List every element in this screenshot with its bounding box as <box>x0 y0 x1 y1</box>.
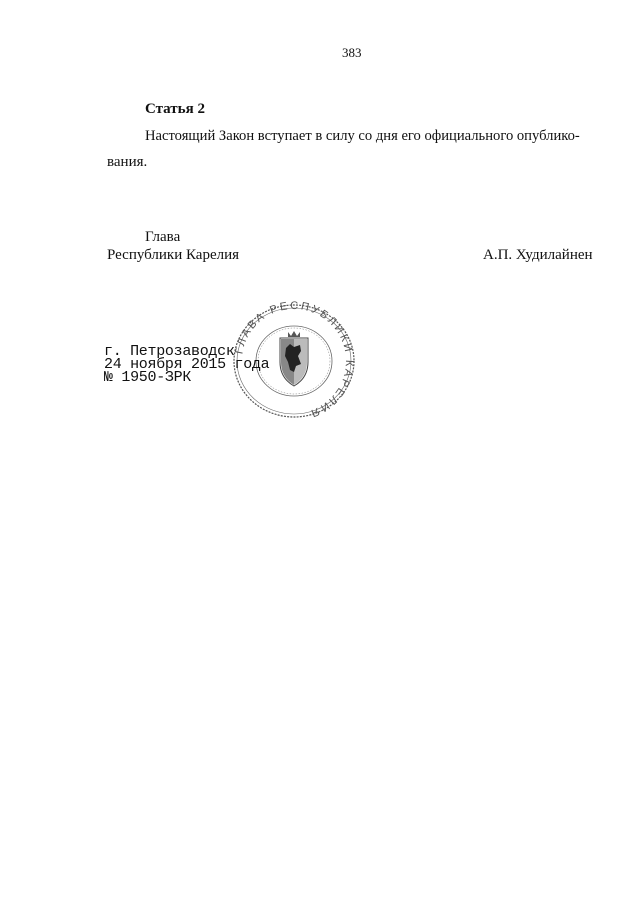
coat-of-arms-icon <box>280 331 308 386</box>
enactment-date: 24 ноября 2015 года <box>104 356 270 373</box>
seal-ring-text: ГЛАВА РЕСПУБЛИКИ КАРЕЛИЯ <box>233 300 356 420</box>
article-text-line-2: вания. <box>107 154 148 170</box>
page-number: 383 <box>342 45 362 60</box>
signatory-title-line-1: Глава <box>145 229 181 245</box>
signatory-name: А.П. Худилайнен <box>483 247 593 263</box>
signatory-title-line-2: Республики Карелия <box>107 247 240 263</box>
article-text-line-1: Настоящий Закон вступает в силу со дня его официального опублико- <box>145 128 580 144</box>
enactment-place: г. Петрозаводск <box>104 343 235 360</box>
article-heading: Статья 2 <box>145 101 205 117</box>
enactment-number: № 1950-ЗРК <box>104 369 192 386</box>
